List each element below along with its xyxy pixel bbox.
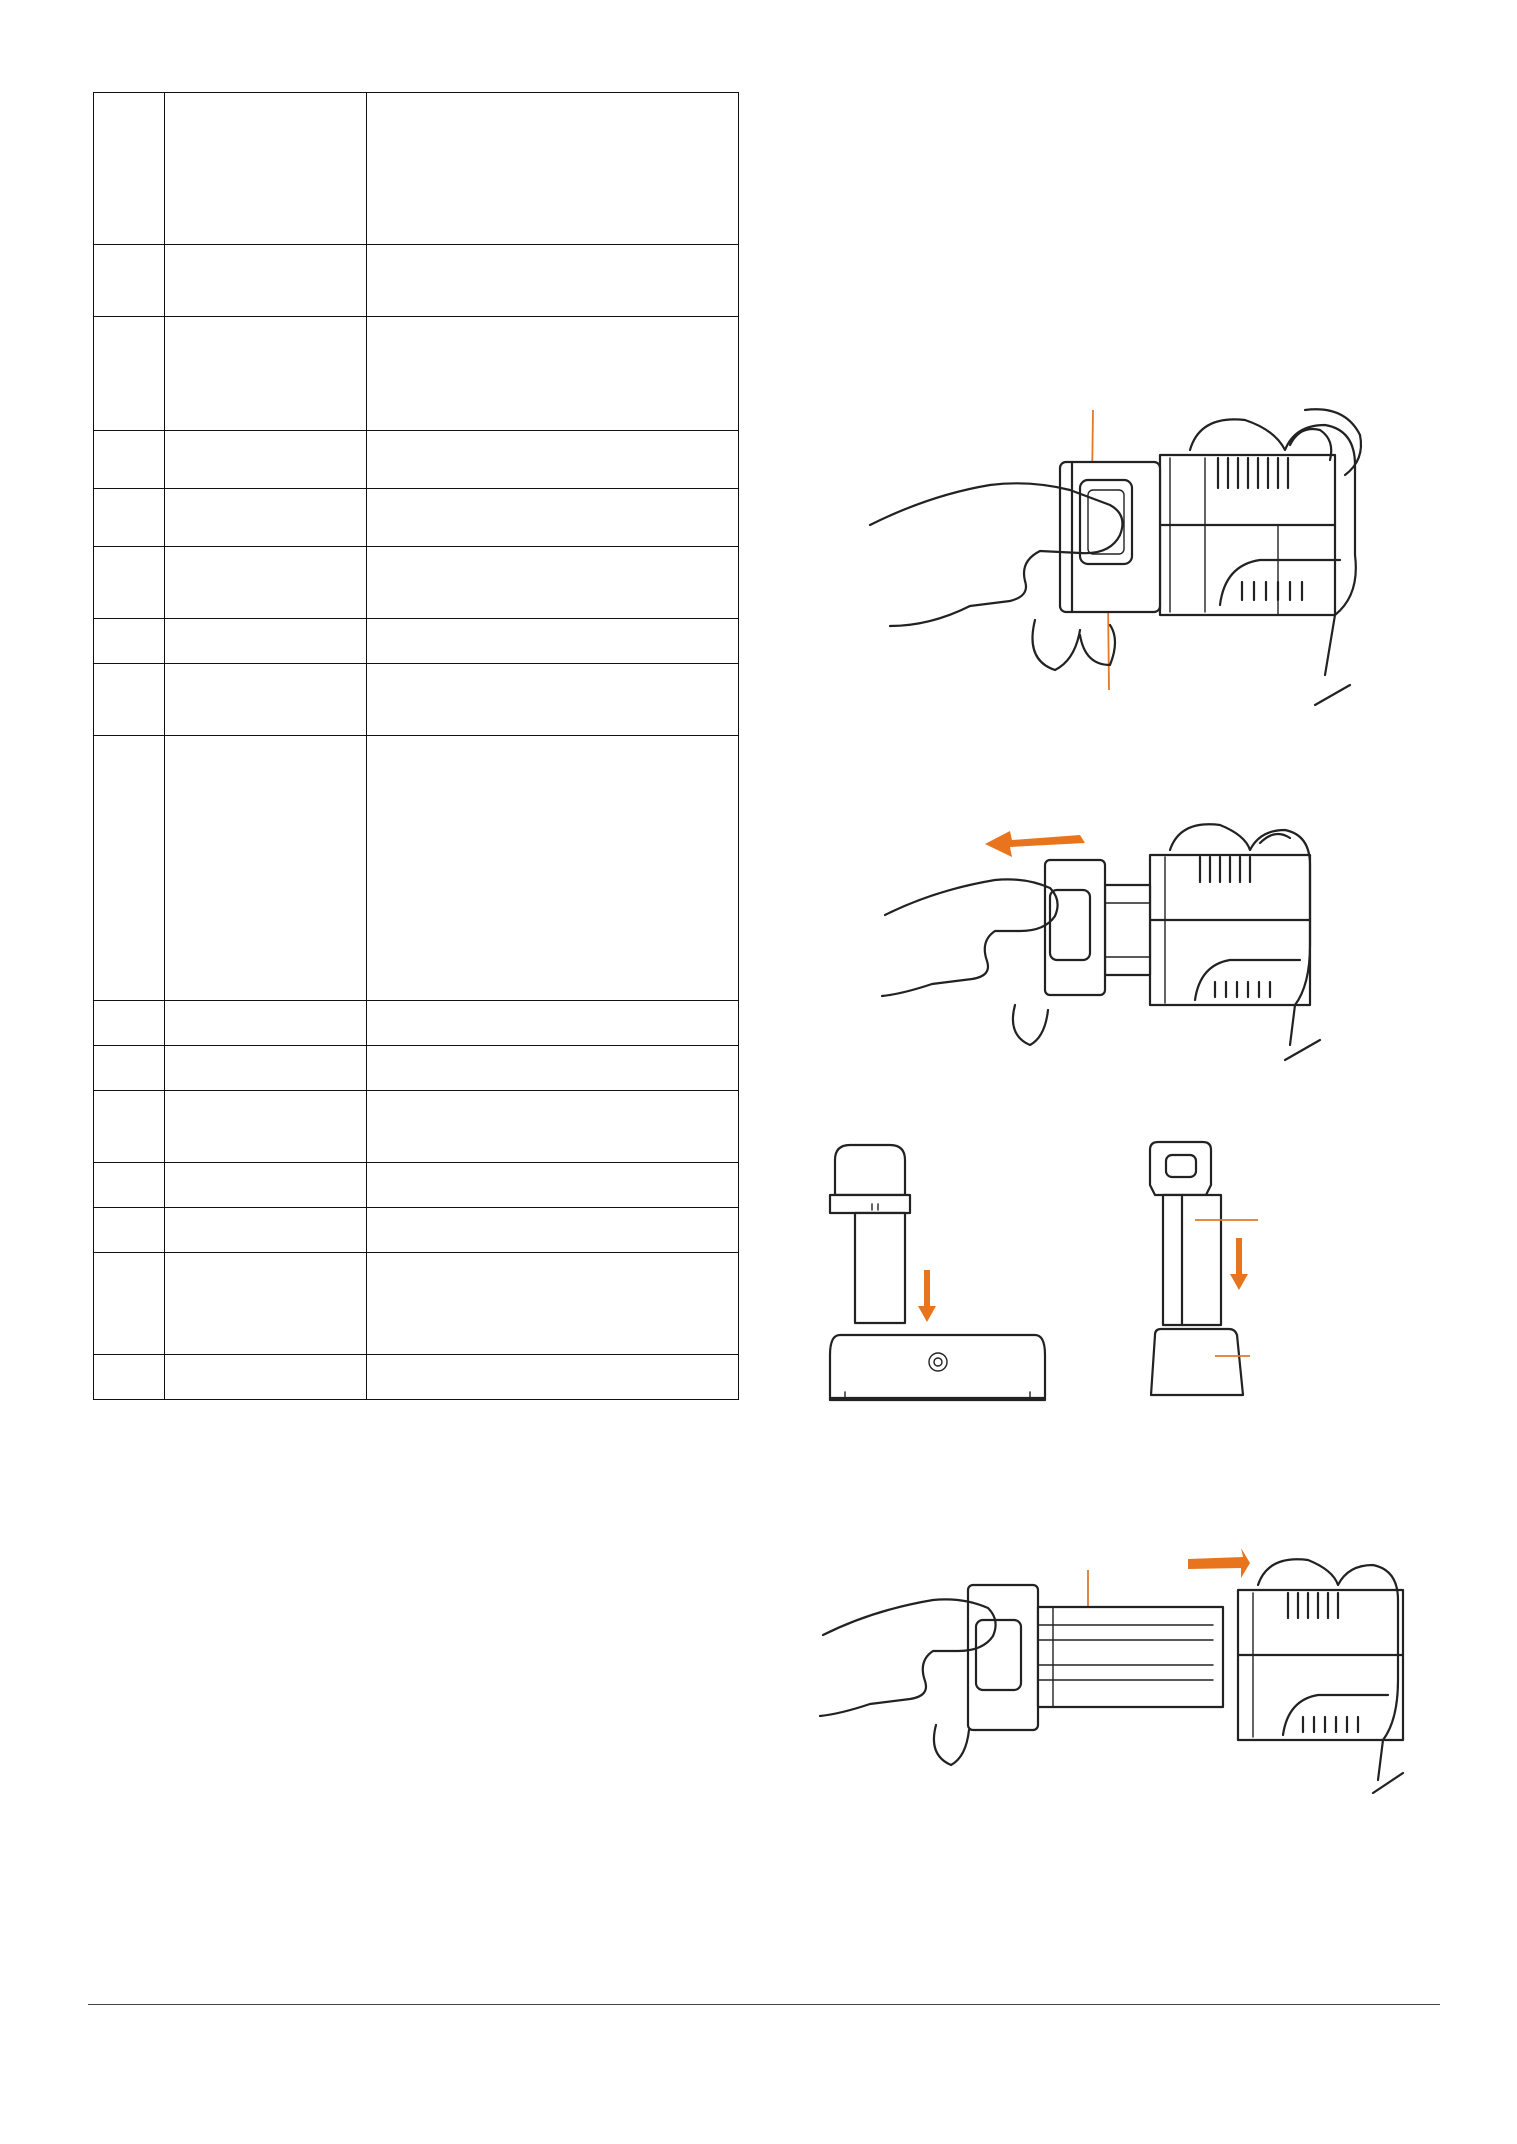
table-cell xyxy=(165,547,367,619)
table-row xyxy=(94,431,739,489)
table-cell xyxy=(94,245,165,317)
charging-dock xyxy=(830,1335,1045,1400)
table-row xyxy=(94,664,739,736)
table-row xyxy=(94,1001,739,1046)
battery-cradle xyxy=(1151,1329,1250,1395)
arrow-down-icon xyxy=(918,1270,936,1322)
table-row xyxy=(94,93,739,245)
table-cell xyxy=(94,1046,165,1091)
table-cell xyxy=(367,664,739,736)
table-cell xyxy=(94,736,165,1001)
figure-charge-battery xyxy=(810,1130,1330,1400)
battery-right xyxy=(1150,1142,1258,1325)
table-row xyxy=(94,245,739,317)
table-cell xyxy=(94,664,165,736)
table-cell xyxy=(94,1091,165,1163)
table-cell xyxy=(367,547,739,619)
table-cell xyxy=(94,1253,165,1355)
table-cell xyxy=(367,1355,739,1400)
table-cell xyxy=(367,736,739,1001)
table-cell xyxy=(367,489,739,547)
table-cell xyxy=(367,1091,739,1163)
hand-press-icon xyxy=(860,400,1370,730)
table-cell xyxy=(165,93,367,245)
figure-insert-battery xyxy=(818,1545,1418,1810)
table-cell xyxy=(94,1001,165,1046)
table-cell xyxy=(94,1355,165,1400)
table-cell xyxy=(367,93,739,245)
table-cell xyxy=(165,1208,367,1253)
table-row xyxy=(94,1091,739,1163)
table-cell xyxy=(367,1001,739,1046)
table-cell xyxy=(94,489,165,547)
footer-rule xyxy=(88,2004,1440,2005)
table-cell xyxy=(165,619,367,664)
table-cell xyxy=(94,619,165,664)
table-row xyxy=(94,1253,739,1355)
table-cell xyxy=(94,317,165,431)
table-cell xyxy=(165,1253,367,1355)
table-cell xyxy=(165,1046,367,1091)
table-cell xyxy=(94,1163,165,1208)
insert-battery-illustration xyxy=(818,1545,1418,1810)
table-cell xyxy=(165,1091,367,1163)
table-cell xyxy=(367,1208,739,1253)
table-cell xyxy=(94,1208,165,1253)
table-cell xyxy=(94,431,165,489)
arrow-left-icon xyxy=(985,831,1085,857)
table-cell xyxy=(367,245,739,317)
table-cell xyxy=(165,245,367,317)
table-row xyxy=(94,1046,739,1091)
table-row xyxy=(94,1208,739,1253)
table-row xyxy=(94,317,739,431)
table-cell xyxy=(367,431,739,489)
table-row xyxy=(94,1163,739,1208)
figure-pull-battery-out xyxy=(880,815,1330,1070)
charging-illustration xyxy=(810,1130,1330,1400)
table-cell xyxy=(165,1355,367,1400)
pull-battery-illustration xyxy=(880,815,1330,1070)
table-cell xyxy=(165,1001,367,1046)
battery-left xyxy=(830,1145,910,1323)
arrow-right-icon xyxy=(1188,1548,1250,1578)
figure-press-release-button xyxy=(860,400,1370,730)
table-row xyxy=(94,736,739,1001)
table-cell xyxy=(94,93,165,245)
table-cell xyxy=(165,431,367,489)
table-cell xyxy=(367,1253,739,1355)
table-cell xyxy=(367,1046,739,1091)
spec-table xyxy=(93,92,739,1400)
table-cell xyxy=(367,619,739,664)
table-row xyxy=(94,1355,739,1400)
table-cell xyxy=(165,664,367,736)
spec-table-body xyxy=(94,93,739,1400)
table-row xyxy=(94,489,739,547)
table-cell xyxy=(165,489,367,547)
table-cell xyxy=(367,317,739,431)
arrow-down-icon xyxy=(1230,1238,1248,1290)
table-cell xyxy=(367,1163,739,1208)
table-row xyxy=(94,547,739,619)
table-row xyxy=(94,619,739,664)
table-cell xyxy=(94,547,165,619)
table-cell xyxy=(165,736,367,1001)
table-cell xyxy=(165,317,367,431)
table-cell xyxy=(165,1163,367,1208)
